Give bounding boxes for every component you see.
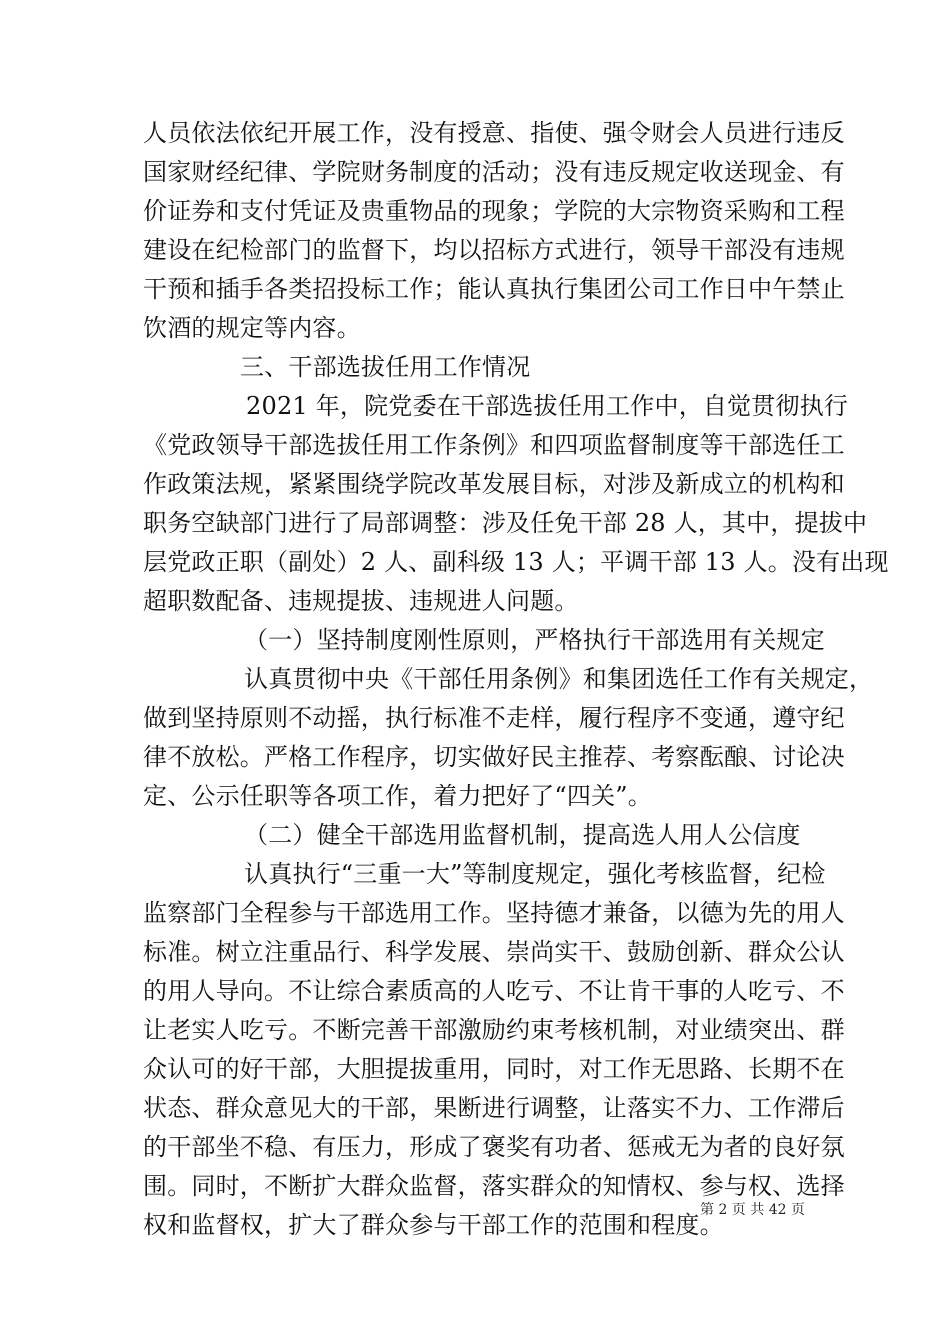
text-line: 干预和插手各类招投标工作；能认真执行集团公司工作日中午禁止 [143,275,845,303]
text-line: 作政策法规，紧紧围绕学院改革发展目标，对涉及新成立的机构和 [143,470,845,498]
text-line: 人员依法依纪开展工作，没有授意、指使、强令财会人员进行违反 [143,119,845,147]
text-line: 认真执行“三重一大”等制度规定，强化考核监督，纪检 [244,860,826,888]
text-line: 标准。树立注重品行、科学发展、崇尚实干、鼓励创新、群众公认 [143,938,845,966]
text-line: 让老实人吃亏。不断完善干部激励约束考核机制，对业绩突出、群 [143,1016,845,1044]
text-line: 律不放松。严格工作程序，切实做好民主推荐、考察酝酿、讨论决 [143,743,845,771]
text-line: 做到坚持原则不动摇，执行标准不走样，履行程序不变通，遵守纪 [143,704,845,732]
text-line: 建设在纪检部门的监督下，均以招标方式进行，领导干部没有违规 [143,236,845,264]
text-line: 定、公示任职等各项工作，着力把好了“四关”。 [143,782,652,810]
subsection-heading: （一）坚持制度刚性原则，严格执行干部选用有关规定 [244,626,825,654]
text-line: 的干部坐不稳、有压力，形成了褒奖有功者、惩戒无为者的良好氛 [143,1133,845,1161]
text-line: 职务空缺部门进行了局部调整：涉及任免干部 28 人，其中，提拔中 [143,509,868,537]
text-line: 围。同时，不断扩大群众监督，落实群众的知情权、参与权、选择 [143,1172,845,1200]
text-line: 超职数配备、违规提拔、违规进人问题。 [143,587,579,615]
text-line: 的用人导向。不让综合素质高的人吃亏、不让肯干事的人吃亏、不 [143,977,845,1005]
text-line: 众认可的好干部，大胆提拔重用，同时，对工作无思路、长期不在 [143,1055,845,1083]
page-number-footer: 第 2 页 共 42 页 [700,1202,805,1218]
section-heading: 三、干部选拔任用工作情况 [240,353,531,381]
text-line: 国家财经纪律、学院财务制度的活动；没有违反规定收送现金、有 [143,158,845,186]
text-line: 价证券和支付凭证及贵重物品的现象；学院的大宗物资采购和工程 [143,197,845,225]
text-line: 2021 年，院党委在干部选拔任用工作中，自觉贯彻执行 [246,392,849,420]
text-line: 认真贯彻中央《干部任用条例》和集团选任工作有关规定， [244,665,874,693]
text-line: 权和监督权，扩大了群众参与干部工作的范围和程度。 [143,1211,724,1239]
text-line: 状态、群众意见大的干部，果断进行调整，让落实不力、工作滞后 [143,1094,845,1122]
text-line: 监察部门全程参与干部选用工作。坚持德才兼备，以德为先的用人 [143,899,845,927]
text-line: 饮酒的规定等内容。 [143,314,361,342]
subsection-heading: （二）健全干部选用监督机制，提高选人用人公信度 [244,821,801,849]
text-line: 层党政正职（副处）2 人、副科级 13 人；平调干部 13 人。没有出现 [143,548,889,576]
text-line: 《党政领导干部选拔任用工作条例》和四项监督制度等干部选任工 [143,431,845,459]
